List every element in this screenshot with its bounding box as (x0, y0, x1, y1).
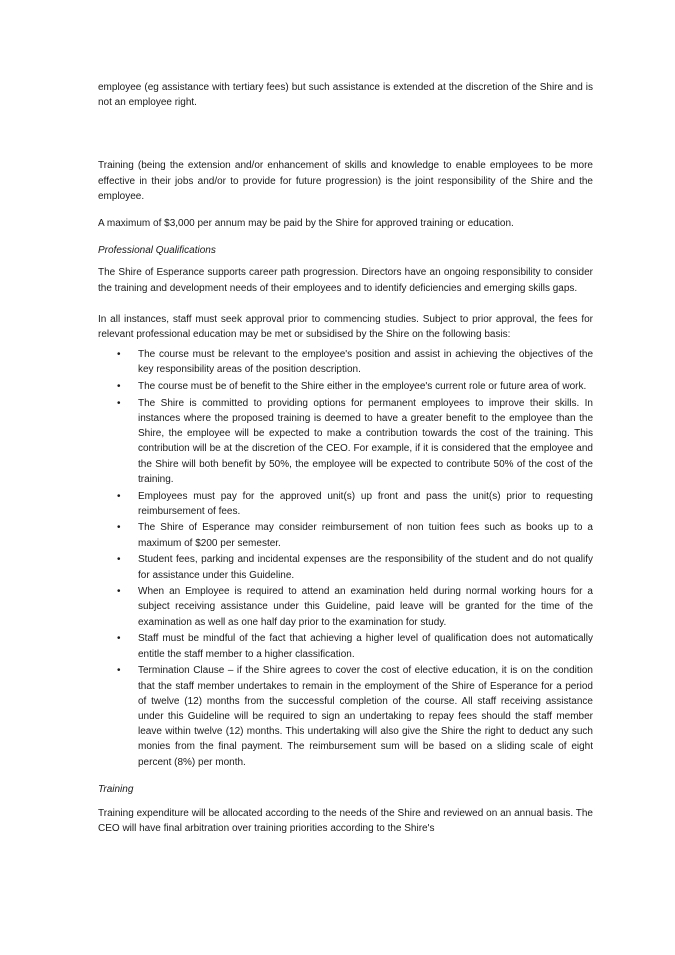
list-item-text: Employees must pay for the approved unit(s) up front and pass the unit(s) prior to requesting reimbursement of fees. (138, 490, 593, 517)
career-path-paragraph: The Shire of Esperance supports career path progression. Directors have an ongoing responsibility to consider the training and development needs of their employees and to identify deficiencies and emerging skills gaps. (98, 267, 593, 294)
training-definition-paragraph: Training (being the extension and/or enhancement of skills and knowledge to enable employees to be more effective in their jobs and/or to provide for future progression) is the joint responsibility of the Shire and the employee. (98, 160, 593, 202)
list-item-text: Student fees, parking and incidental expenses are the responsibility of the student and do not qualify for assistance under this Guideline. (138, 554, 593, 581)
bullet-marker: • (117, 349, 121, 361)
bullet-marker: • (117, 381, 121, 393)
funding-conditions-list (98, 347, 593, 769)
list-item (98, 379, 593, 394)
list-item (98, 584, 593, 630)
list-item-text: The course must be of benefit to the Shire either in the employee's current role or future area of work. (138, 381, 587, 393)
list-item (98, 347, 593, 377)
list-item (98, 520, 593, 550)
page-content (98, 80, 593, 836)
approval-basis-paragraph: In all instances, staff must seek approval prior to commencing studies. Subject to prior approval, the fees for relevant professional education may be met or subsidised by the Shire on the following basis: (98, 313, 593, 341)
list-item (98, 663, 593, 769)
list-item-text: When an Employee is required to attend an examination held during normal working hours for a subject receiving assistance under this Guideline, paid leave will be granted for the time of the examination as well as one half day prior to the examination for study. (138, 586, 593, 628)
bullet-marker: • (117, 554, 121, 566)
training-expenditure-paragraph: Training expenditure will be allocated according to the needs of the Shire and reviewed on an annual basis. The CEO will have final arbitration over training priorities according to the Shire's (98, 807, 593, 835)
training-heading: Training (98, 783, 134, 795)
intro-continued-paragraph: employee (eg assistance with tertiary fees) but such assistance is extended at the discretion of the Shire and is not an employee right. (98, 82, 593, 109)
bullet-marker: • (117, 490, 121, 502)
list-item-text: The Shire of Esperance may consider reimbursement of non tuition fees such as books up to a maximum of $200 per semester. (138, 522, 593, 549)
bullet-marker: • (117, 586, 121, 598)
list-item-text: Staff must be mindful of the fact that achieving a higher level of qualification does not automatically entitle the staff member to a higher classification. (138, 633, 593, 660)
list-item (98, 631, 593, 661)
list-item-text: The course must be relevant to the employee's position and assist in achieving the objectives of the key responsibility areas of the position description. (138, 349, 593, 376)
list-item (98, 489, 593, 519)
list-item (98, 552, 593, 582)
maximum-payment-paragraph: A maximum of $3,000 per annum may be paid by the Shire for approved training or education. (98, 218, 514, 230)
bullet-marker: • (117, 633, 121, 645)
list-item (98, 396, 593, 487)
list-item-text: Termination Clause – if the Shire agrees to cover the cost of elective education, it is on the condition that the staff member undertakes to remain in the employment of the Shire of Esperance for a period of twelve (12) months from the successful completion of the course. All staff receiving assistance under this Guideline will be required to sign an undertaking to repay fees should the staff member leave within twelve (12) months. This undertaking will also give the Shire the right to deduct any such monies from the final payment. The reimbursement sum will be based on a sliding scale of eight percent (8%) per month. (138, 665, 593, 768)
bullet-marker: • (117, 665, 121, 677)
bullet-marker: • (117, 522, 121, 534)
professional-qualifications-heading: Professional Qualifications (98, 245, 216, 257)
list-item-text: The Shire is committed to providing options for permanent employees to improve their skills. In instances where the proposed training is deemed to have a greater benefit to the employee than the Shire, the employee will be expected to make a contribution towards the cost of the training. This contribution will be at the discretion of the CEO. For example, if it is considered that the employee and the Shire will both benefit by 50%, the employee will be expected to contribute 50% of the cost of the training. (138, 397, 593, 485)
bullet-marker: • (117, 397, 121, 409)
